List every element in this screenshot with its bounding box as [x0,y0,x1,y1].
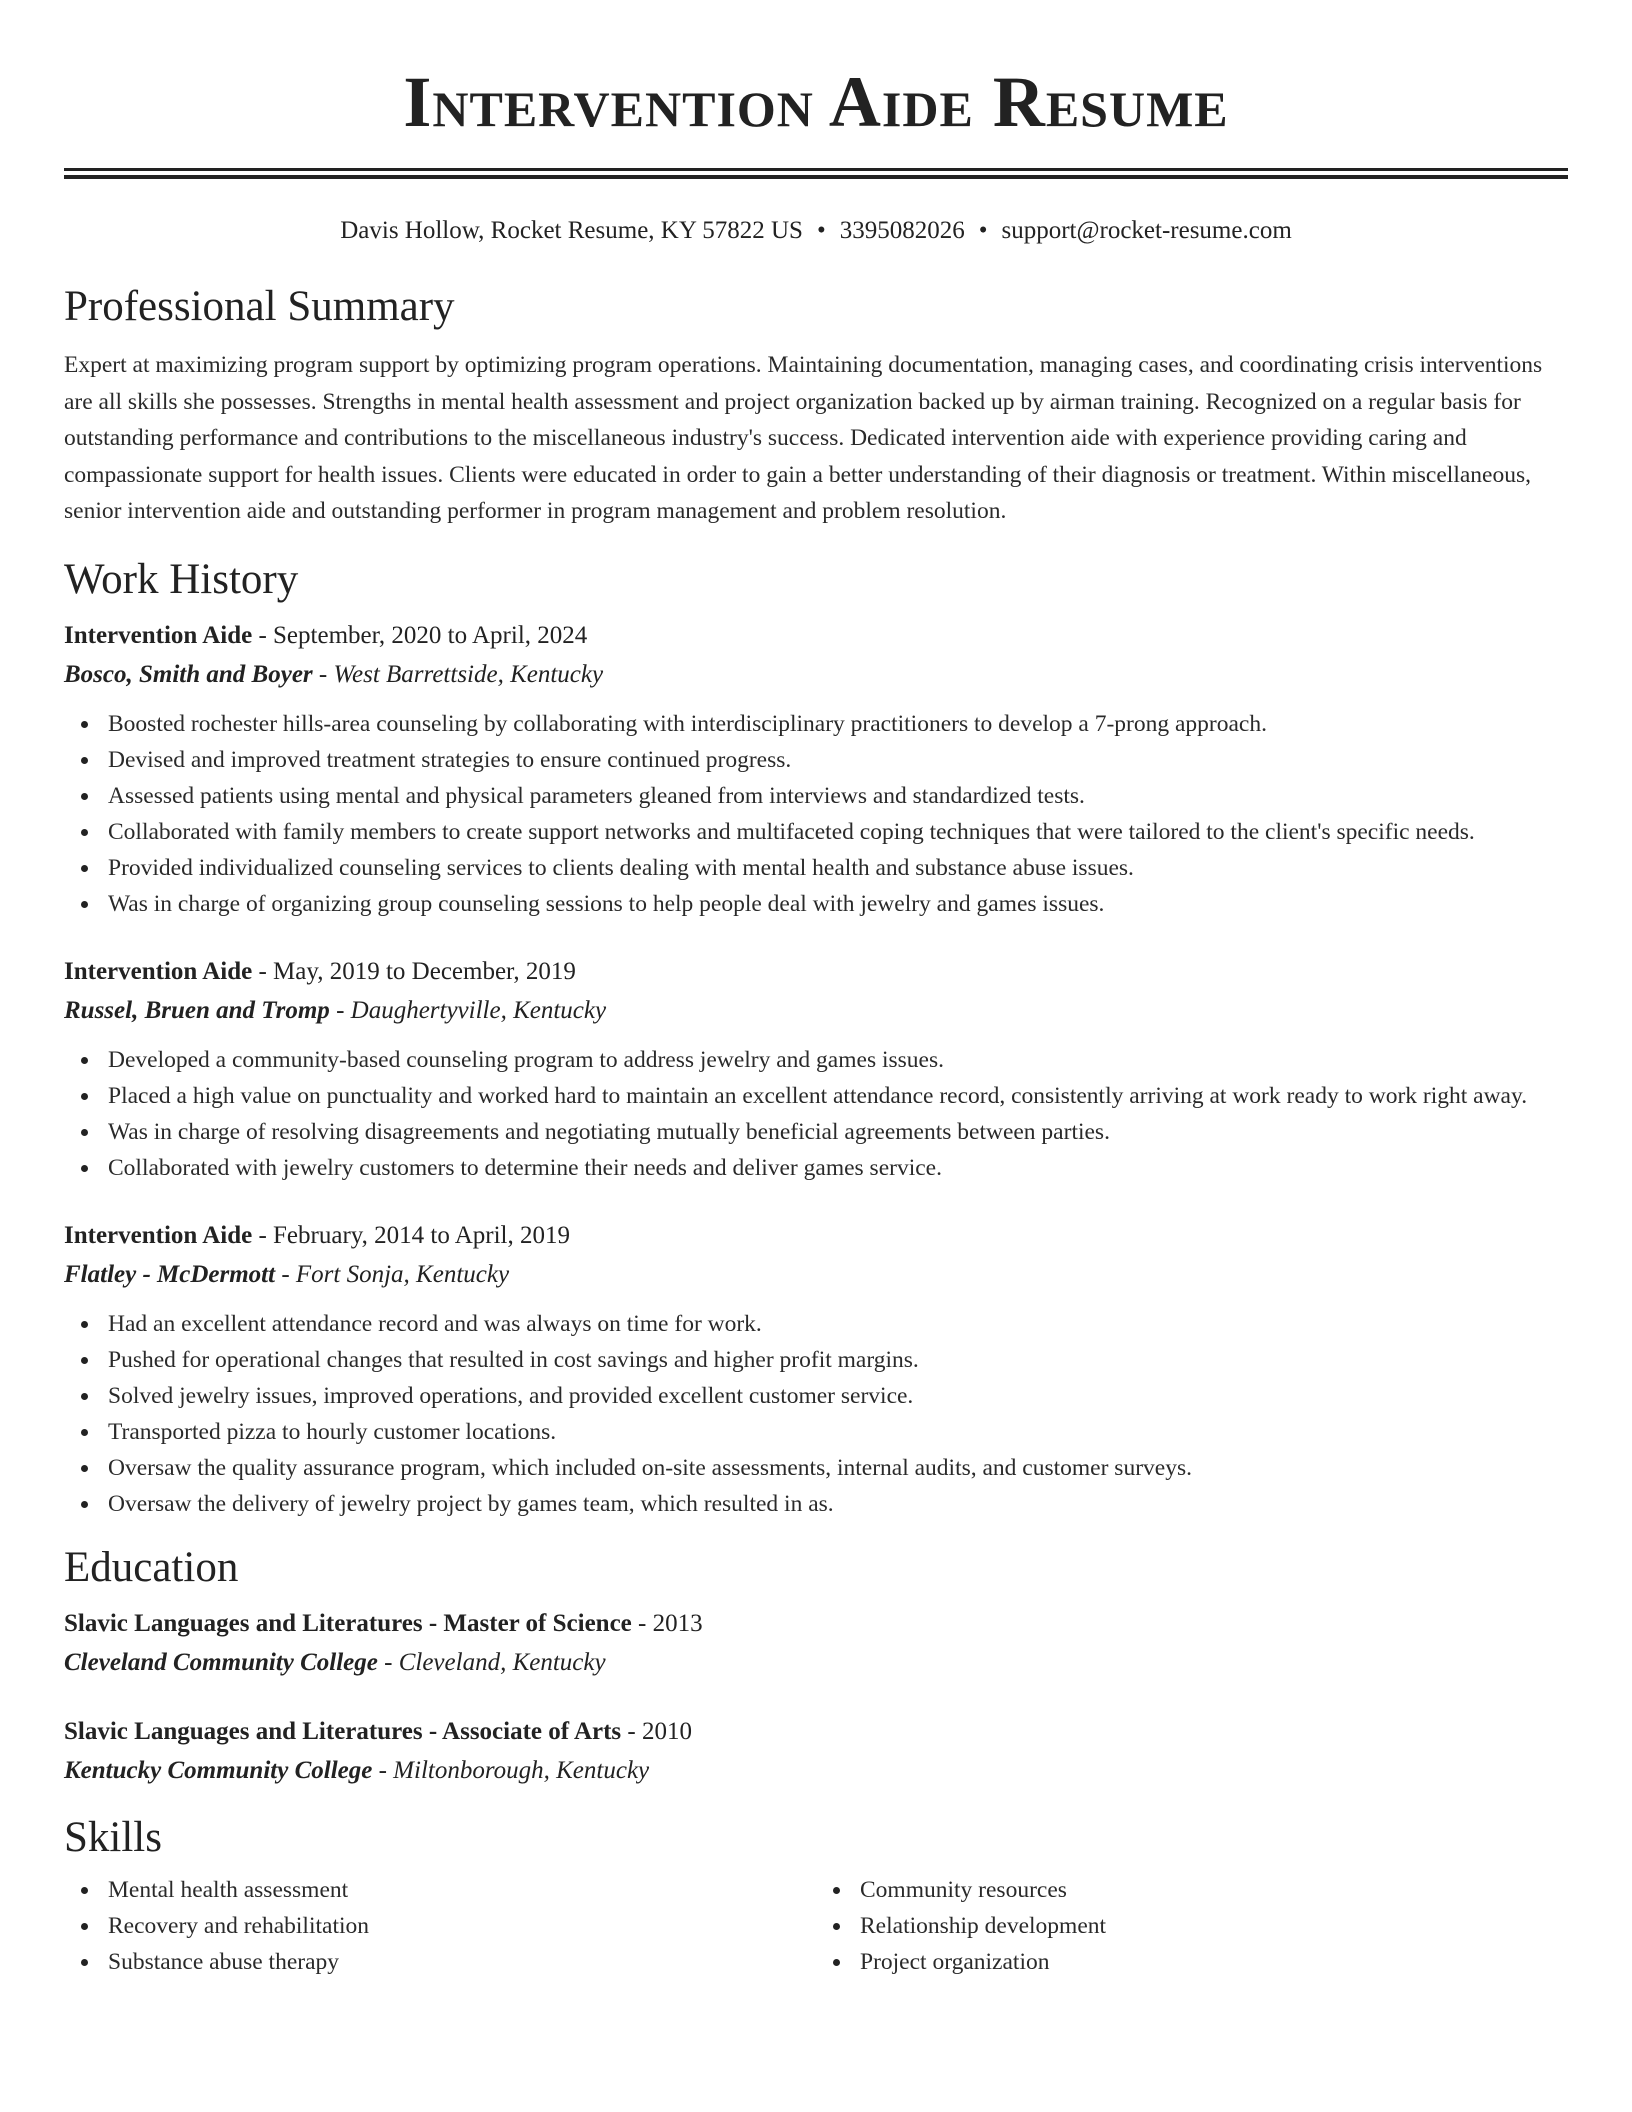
job-dates: - September, 2020 to April, 2024 [252,621,588,649]
title-double-rule [64,168,1568,179]
job-bullet: Oversaw the quality assurance program, which included on-site assessments, internal audits, and customer surveys. [108,1450,1568,1486]
contact-address: Davis Hollow, Rocket Resume, KY 57822 US [340,217,803,244]
contact-separator: • [816,217,826,244]
job-bullet: Solved jewelry issues, improved operations, and provided excellent customer service. [108,1378,1568,1414]
job-title-line [64,952,1568,991]
job-location: - West Barrettside, Kentucky [312,660,604,688]
education-entry [64,1712,1568,1790]
job-bullets [64,1306,1568,1522]
skill-item: Community resources [860,1872,1568,1908]
education-location: - Cleveland, Kentucky [377,1648,606,1676]
contact-line [64,215,1568,247]
job-location: - Fort Sonja, Kentucky [275,1260,510,1288]
job-bullet: Collaborated with jewelry customers to determine their needs and deliver games service. [108,1150,1568,1186]
job-entry [64,1216,1568,1522]
job-bullet: Collaborated with family members to create support networks and multifaceted coping techniques that were tailored to the client's specific needs. [108,814,1568,850]
job-bullet: Developed a community-based counseling program to address jewelry and games issues. [108,1042,1568,1078]
education-location: - Miltonborough, Kentucky [372,1756,650,1784]
contact-separator: • [978,217,988,244]
job-company: Flatley - McDermott [64,1260,276,1288]
job-bullet: Placed a high value on punctuality and worked hard to maintain an excellent attendance record, consistently arriving at work ready to work right away. [108,1078,1568,1114]
job-bullets [64,1042,1568,1186]
skill-item: Relationship development [860,1908,1568,1944]
education-year: - 2013 [631,1609,703,1637]
education-degree-line [64,1604,1568,1643]
job-title-line [64,616,1568,655]
skills-grid [64,1872,1568,1980]
education-school: Cleveland Community College [64,1648,378,1676]
skill-item: Recovery and rehabilitation [108,1908,816,1944]
job-position: Intervention Aide [64,957,253,985]
job-company: Bosco, Smith and Boyer [64,660,313,688]
summary-heading: Professional Summary [64,283,455,330]
job-position: Intervention Aide [64,1221,253,1249]
education-degree: Slavic Languages and Literatures - Associate of Arts [64,1717,622,1745]
skill-item: Substance abuse therapy [108,1944,816,1980]
job-title-line [64,1216,1568,1255]
education-school-line [64,1643,1568,1682]
contact-phone: 3395082026 [839,217,965,244]
job-bullet: Transported pizza to hourly customer locations. [108,1414,1568,1450]
skills-column-right [816,1872,1568,1980]
skill-item: Mental health assessment [108,1872,816,1908]
skills-column-left [64,1872,816,1980]
job-company: Russel, Bruen and Tromp [64,996,330,1024]
work-history-heading: Work History [64,555,299,603]
job-dates: - February, 2014 to April, 2019 [252,1221,570,1249]
job-dates: - May, 2019 to December, 2019 [252,957,576,985]
job-entry [64,952,1568,1186]
education-school: Kentucky Community College [64,1756,373,1784]
contact-email: support@rocket-resume.com [1001,217,1292,244]
job-bullet: Assessed patients using mental and physical parameters gleaned from interviews and standardized tests. [108,778,1568,814]
education-school-line [64,1751,1568,1790]
job-entry [64,616,1568,922]
skill-item: Project organization [860,1944,1568,1980]
job-company-line [64,655,1568,694]
job-bullet: Was in charge of resolving disagreements and negotiating mutually beneficial agreements between parties. [108,1114,1568,1150]
education-year: - 2010 [621,1717,692,1745]
education-entry [64,1604,1568,1682]
job-bullet: Was in charge of organizing group counseling sessions to help people deal with jewelry and games issues. [108,886,1568,922]
job-bullet: Oversaw the delivery of jewelry project by games team, which resulted in as. [108,1486,1568,1522]
job-location: - Daughertyville, Kentucky [329,996,607,1024]
resume-title: Intervention Aide Resume [403,62,1229,142]
job-bullet: Had an excellent attendance record and was always on time for work. [108,1306,1568,1342]
education-heading: Education [64,1543,239,1591]
education-degree: Slavic Languages and Literatures - Master of Science [64,1609,632,1637]
summary-text: Expert at maximizing program support by optimizing program operations. Maintaining documentation, managing cases, and coordinating crisis interventions are all skills she possesses. Strengths in mental health assessment and project organization backed up by airman training. Recognized on a regular basis for outstanding performance and contributions to the miscellaneous industry's success. Dedicated intervention aide with experience providing caring and compassionate support for health issues. Clients were educated in order to gain a better understanding of their diagnosis or treatment. Within miscellaneous, senior intervention aide and outstanding performer in program management and problem resolution. [64,352,1543,524]
job-bullet: Pushed for operational changes that resulted in cost savings and higher profit margins. [108,1342,1568,1378]
job-bullet: Devised and improved treatment strategies to ensure continued progress. [108,742,1568,778]
skills-heading: Skills [64,1813,162,1861]
job-position: Intervention Aide [64,621,253,649]
job-bullet: Boosted rochester hills-area counseling by collaborating with interdisciplinary practitioners to develop a 7-prong approach. [108,706,1568,742]
education-degree-line [64,1712,1568,1751]
job-bullet: Provided individualized counseling services to clients dealing with mental health and substance abuse issues. [108,850,1568,886]
job-company-line [64,1255,1568,1294]
job-bullets [64,706,1568,922]
job-company-line [64,991,1568,1030]
